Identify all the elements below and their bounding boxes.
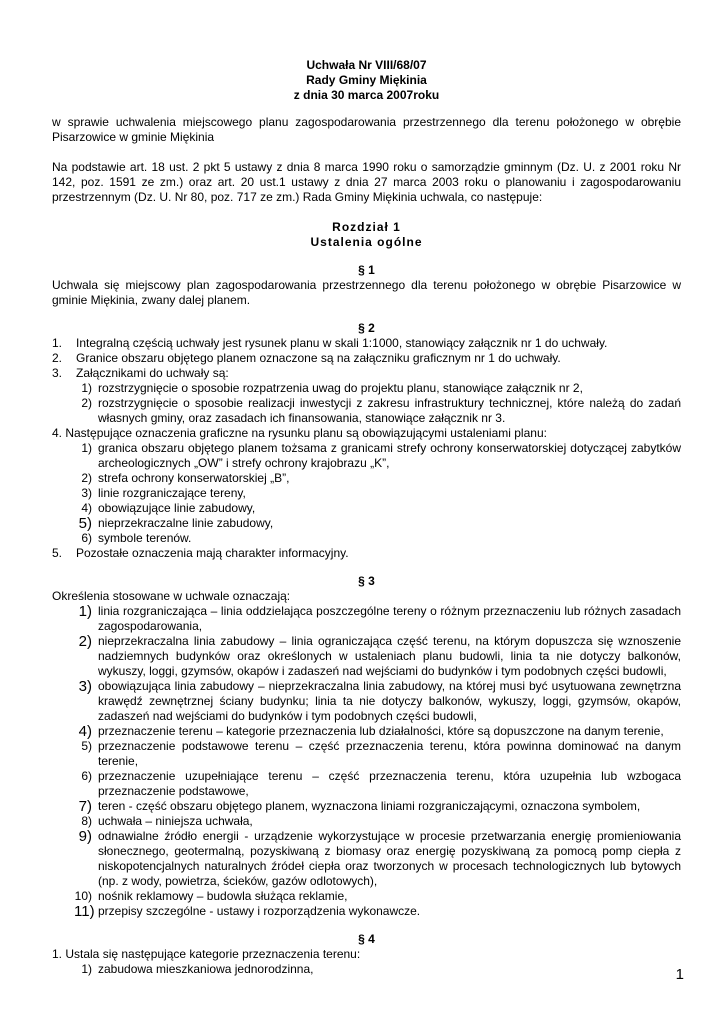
resolution-date: z dnia 30 marca 2007roku — [293, 88, 440, 102]
list-item: 1) linia rozgraniczająca – linia oddzielająca poszczególne tereny o różnym przeznaczeniu lub różnych zasadach zagospodarowania, — [78, 603, 681, 633]
list-item: 2. Granice obszaru objętego planem oznaczone są na załączniku graficznym nr 1 do uchwały. — [52, 351, 561, 365]
list-item: 5) przeznaczenie podstawowe terenu – część przeznaczenia terenu, która powinna dominować na danym terenie, — [81, 739, 681, 768]
list-item: 4) przeznaczenie terenu – kategorie przeznaczenia lub działalności, które są dopuszczone na danym terenie, — [78, 723, 664, 740]
section-1-text: Uchwala się miejscowy plan zagospodarowania przestrzennego dla terenu położonego w obrębie Pisarzowice w gminie Miękinia, zwany dalej planem. — [52, 278, 681, 307]
list-item: 6) symbole terenów. — [81, 531, 192, 545]
section-1-heading: § 1 — [358, 263, 375, 277]
list-item: 1) rozstrzygnięcie o sposobie rozpatrzenia uwag do projektu planu, stanowiące załącznik nr 2, — [81, 381, 583, 395]
chapter-heading — [52, 220, 681, 250]
page-number: 1 — [675, 966, 684, 983]
list-item: 3) obowiązująca linia zabudowy – nieprzekraczalna linia zabudowy, na której musi być usytuowana zewnętrzna krawędź zewnętrznej ściany budynku; linia ta nie dotyczy balkonów, wykuszy, loggi, gzymsów, okapów, zadaszeń nad wejściami do budynków i tym podobnych części budowli, — [78, 678, 681, 723]
list-item: 1) zabudowa mieszkaniowa jednorodzinna, — [81, 962, 314, 976]
list-item: 10) nośnik reklamowy – budowla służąca reklamie, — [74, 889, 348, 903]
list-item: 11) przepisy szczególne - ustawy i rozporządzenia wykonawcze. — [74, 903, 421, 920]
section-3-heading: § 3 — [358, 574, 375, 588]
document-page — [52, 58, 681, 977]
resolution-header — [52, 58, 681, 103]
list-item: 1. Integralną częścią uchwały jest rysunek planu w skali 1:1000, stanowiący załącznik nr 1 do uchwały. — [52, 336, 608, 350]
council-name: Rady Gminy Miękinia — [306, 73, 427, 87]
list-item: 2) nieprzekraczalna linia zabudowy – linia ograniczająca część terenu, na którym dopuszcza się wznoszenie nadziemnych budynków oraz określonych w ustaleniach planu budowli, linia ta nie dotyczy balkonów, wykuszy, loggi, gzymsów, okapów i zadaszeń nad wejściami do budynków i tym podobnych części budowli, — [78, 633, 681, 678]
section-2-heading: § 2 — [358, 321, 375, 335]
section-4-heading: § 4 — [358, 932, 375, 946]
list-item: 3. Załącznikami do uchwały są: — [52, 366, 229, 380]
section-4-intro: 1. Ustala się następujące kategorie przeznaczenia terenu: — [52, 947, 361, 961]
list-item: 6) przeznaczenie uzupełniające terenu – część przeznaczenia terenu, która uzupełnia lub wzbogaca przeznaczenie podstawowe, — [81, 769, 681, 798]
chapter-title: Ustalenia ogólne — [310, 235, 423, 249]
legal-basis-paragraph: Na podstawie art. 18 ust. 2 pkt 5 ustawy z dnia 8 marca 1990 roku o samorządzie gminnym (Dz. U. z 2001 roku Nr 142, poz. 1591 ze zm.) oraz art. 20 ust.1 ustawy z dnia 27 marca 2003 roku o planowaniu i zagospodarowaniu przestrzennym (Dz. U. Nr 80, poz. 717 ze zm.) Rada Gminy Miękinia uchwala, co następuje: — [52, 160, 681, 204]
list-item: 9) odnawialne źródło energii - urządzenie wykorzystujące w procesie przetwarzania energię promieniowania słonecznego, geotermalną, pozyskiwaną z biomasy oraz energię pozyskiwaną za pomocą pomp ciepła z niskopotencjalnych naturalnych źródeł ciepła oraz tworzonych w procesach technologicznych lub bytowych (np. z wody, powietrza, ścieków, gazów odlotowych), — [78, 828, 681, 888]
list-item: 4. Następujące oznaczenia graficzne na rysunku planu są obowiązującymi ustaleniami planu: — [52, 426, 547, 440]
list-item: 4) obowiązujące linie zabudowy, — [81, 501, 256, 515]
list-item: 1) granica obszaru objętego planem tożsama z granicami strefy ochrony konserwatorskiej dotyczącej zabytków archeologicznych „OW” i strefy ochrony krajobrazu „K”, — [81, 441, 681, 470]
list-item: 2) rozstrzygnięcie o sposobie realizacji inwestycji z zakresu infrastruktury technicznej, które należą do zadań własnych gminy, oraz zasadach ich finansowania, stanowiące załącznik nr 3. — [81, 396, 681, 425]
list-item: 2) strefa ochrony konserwatorskiej „B”, — [81, 471, 290, 485]
list-item: 8) uchwała – niniejsza uchwała, — [81, 814, 253, 828]
subject-paragraph: w sprawie uchwalenia miejscowego planu zagospodarowania przestrzennego dla terenu położonego w obrębie Pisarzowice w gminie Miękinia — [52, 115, 681, 144]
chapter-number: Rozdział 1 — [332, 220, 401, 234]
list-item: 5. Pozostałe oznaczenia mają charakter informacyjny. — [52, 546, 349, 560]
resolution-title: Uchwała Nr VIII/68/07 — [306, 58, 427, 72]
section-3-intro: Określenia stosowane w uchwale oznaczają: — [52, 589, 291, 603]
list-item: 3) linie rozgraniczające tereny, — [81, 486, 246, 500]
list-item: 7) teren - część obszaru objętego planem, wyznaczona liniami rozgraniczającymi, oznaczona symbolem, — [78, 798, 641, 815]
list-item: 5) nieprzekraczalne linie zabudowy, — [78, 515, 274, 532]
